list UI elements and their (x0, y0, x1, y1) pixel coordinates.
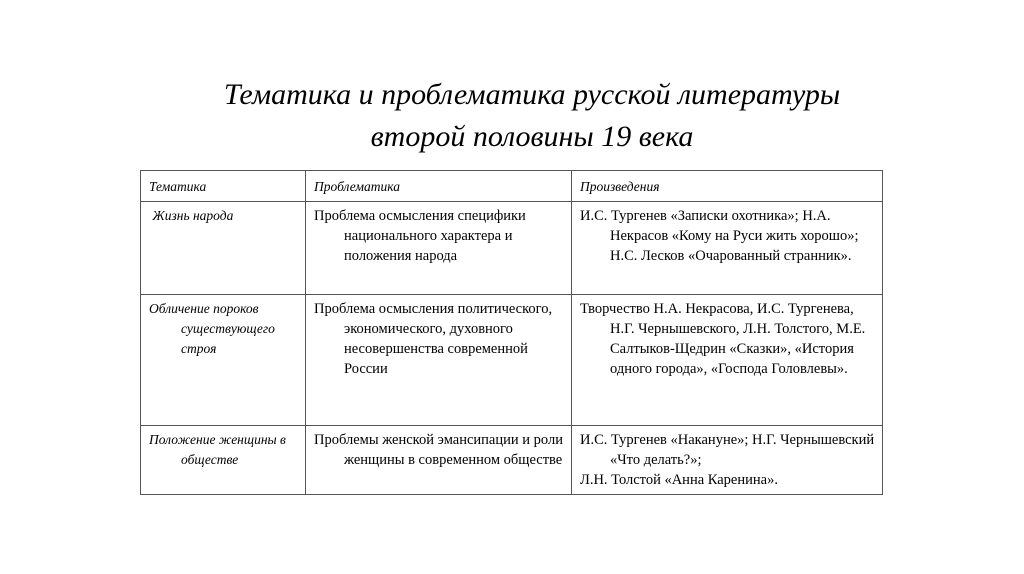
works-text-line-1: И.С. Тургенев «Накануне»; Н.Г. Чернышевский «Что делать?»; (580, 432, 875, 468)
table-header-row (141, 171, 883, 202)
problem-text: Проблемы женской эмансипации и роли женщины в современном обществе (314, 432, 563, 468)
works-cell (572, 426, 883, 495)
slide-title (0, 74, 1024, 158)
theme-text: Обличение пороков существующего строя (149, 301, 275, 356)
works-text-line-2: Л.Н. Толстой «Анна Каренина». (580, 472, 778, 488)
table-row (141, 295, 883, 426)
problem-text: Проблема осмысления специфики национального характера и положения народа (314, 208, 526, 264)
theme-cell (141, 295, 306, 426)
theme-text: Положение женщины в обществе (149, 432, 286, 467)
table-row (141, 202, 883, 295)
problem-cell (306, 295, 572, 426)
theme-text: Жизнь народа (149, 208, 234, 223)
slide-title-line-1: Тематика и проблематика русской литературы (223, 78, 841, 111)
header-theme: Тематика (141, 171, 306, 202)
slide-title-line-2: второй половины 19 века (370, 120, 694, 153)
problem-text: Проблема осмысления политического, экономического, духовного несовершенства современной России (314, 301, 553, 377)
table-row (141, 426, 883, 495)
literature-topics-table (140, 170, 883, 495)
problem-cell (306, 426, 572, 495)
works-text: Творчество Н.А. Некрасова, И.С. Тургенева, Н.Г. Чернышевского, Л.Н. Толстого, М.Е. Салтыков-Щедрин «Сказки», «История одного города», «Господа Головлевы». (580, 301, 866, 377)
header-works: Произведения (572, 171, 883, 202)
theme-cell (141, 202, 306, 295)
works-cell (572, 295, 883, 426)
theme-cell (141, 426, 306, 495)
header-problem: Проблематика (306, 171, 572, 202)
works-text: И.С. Тургенев «Записки охотника»; Н.А. Некрасов «Кому на Руси жить хорошо»; Н.С. Лесков «Очарованный странник». (580, 208, 859, 264)
problem-cell (306, 202, 572, 295)
works-cell (572, 202, 883, 295)
